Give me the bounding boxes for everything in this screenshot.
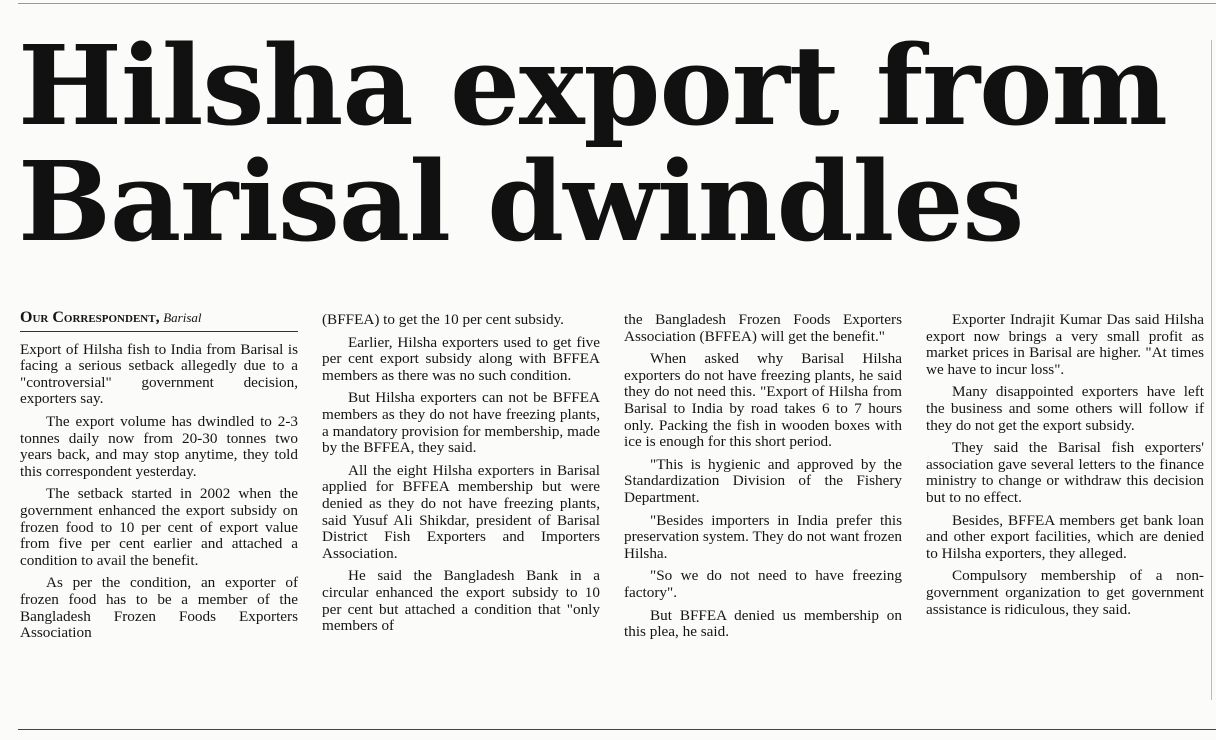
- paragraph: Exporter Indrajit Kumar Das said Hilsha export now brings a very small profit as market prices in Barisal are higher. "At times we have to incur loss".: [926, 311, 1204, 378]
- paragraph: Earlier, Hilsha exporters used to get five per cent export subsidy along with BFFEA members as there was no such condition.: [322, 333, 600, 384]
- right-column-rule: [1211, 40, 1212, 700]
- paragraph: "This is hygienic and approved by the Standardization Division of the Fishery Department.: [624, 455, 902, 506]
- paragraph: "Besides importers in India prefer this preservation system. They do not want frozen Hilsha.: [624, 511, 902, 562]
- paragraph: When asked why Barisal Hilsha exporters do not have freezing plants, he said they do not need this. "Export of Hilsha from Barisal to India by road takes 6 to 7 hours only. Packing the fish in wooden boxes with ice is enough for this short period.: [624, 350, 902, 451]
- byline: [20, 310, 298, 332]
- paragraph: They said the Barisal fish exporters' association gave several letters to the finance ministry to change or withdraw this decision but to no effect.: [926, 439, 1204, 506]
- paragraph: the Bangladesh Frozen Foods Exporters Association (BFFEA) will get the benefit.": [624, 311, 902, 345]
- headline-line-2: Barisal dwindles: [18, 137, 1024, 266]
- article-column-2: [322, 312, 600, 641]
- byline-place: Barisal: [163, 310, 202, 325]
- paragraph: As per the condition, an exporter of frozen food has to be a member of the Bangladesh Frozen Foods Exporters Association: [20, 574, 298, 642]
- byline-name: Our Correspondent,: [20, 309, 160, 326]
- paragraph: Export of Hilsha fish to India from Barisal is facing a serious setback allegedly due to a "controversial" government decision, exporters say.: [20, 340, 298, 408]
- paragraph: "So we do not need to have freezing factory".: [624, 567, 902, 601]
- article-column-3: [624, 312, 902, 647]
- headline-line-1: Hilsha export from: [18, 21, 1167, 150]
- paragraph: Besides, BFFEA members get bank loan and other export facilities, which are denied to Hilsha exporters, they alleged.: [926, 511, 1204, 562]
- paragraph: Many disappointed exporters have left the business and some others will follow if they do not get the export subsidy.: [926, 383, 1204, 434]
- article-column-1: [20, 310, 298, 648]
- paragraph: But BFFEA denied us membership on this plea, he said.: [624, 606, 902, 641]
- paragraph: He said the Bangladesh Bank in a circular enhanced the export subsidy to 10 per cent but attached a condition that "only members of: [322, 567, 600, 635]
- paragraph: Compulsory membership of a non-government organization to get government assistance is ridiculous, they said.: [926, 567, 1204, 618]
- bottom-rule: [18, 729, 1216, 730]
- headline: [18, 21, 1208, 266]
- paragraph: But Hilsha exporters can not be BFFEA members as they do not have freezing plants, a mandatory provision for membership, made by the BFFEA, they said.: [322, 389, 600, 457]
- paragraph: The setback started in 2002 when the government enhanced the export subsidy on frozen food to 10 per cent of export value from five per cent earlier and attached a condition to avail the benefit.: [20, 485, 298, 569]
- paragraph: All the eight Hilsha exporters in Barisal applied for BFFEA membership but were denied as they do not have freezing plants, said Yusuf Ali Shikdar, president of Barisal District Fish Exporters and Importers Association.: [322, 461, 600, 562]
- paragraph: (BFFEA) to get the 10 per cent subsidy.: [322, 311, 564, 328]
- paragraph: The export volume has dwindled to 2-3 tonnes daily now from 20-30 tonnes two years back, and may stop anytime, they told this correspondent yesterday.: [20, 412, 298, 480]
- top-rule: [18, 3, 1216, 4]
- article-column-4: [926, 312, 1204, 624]
